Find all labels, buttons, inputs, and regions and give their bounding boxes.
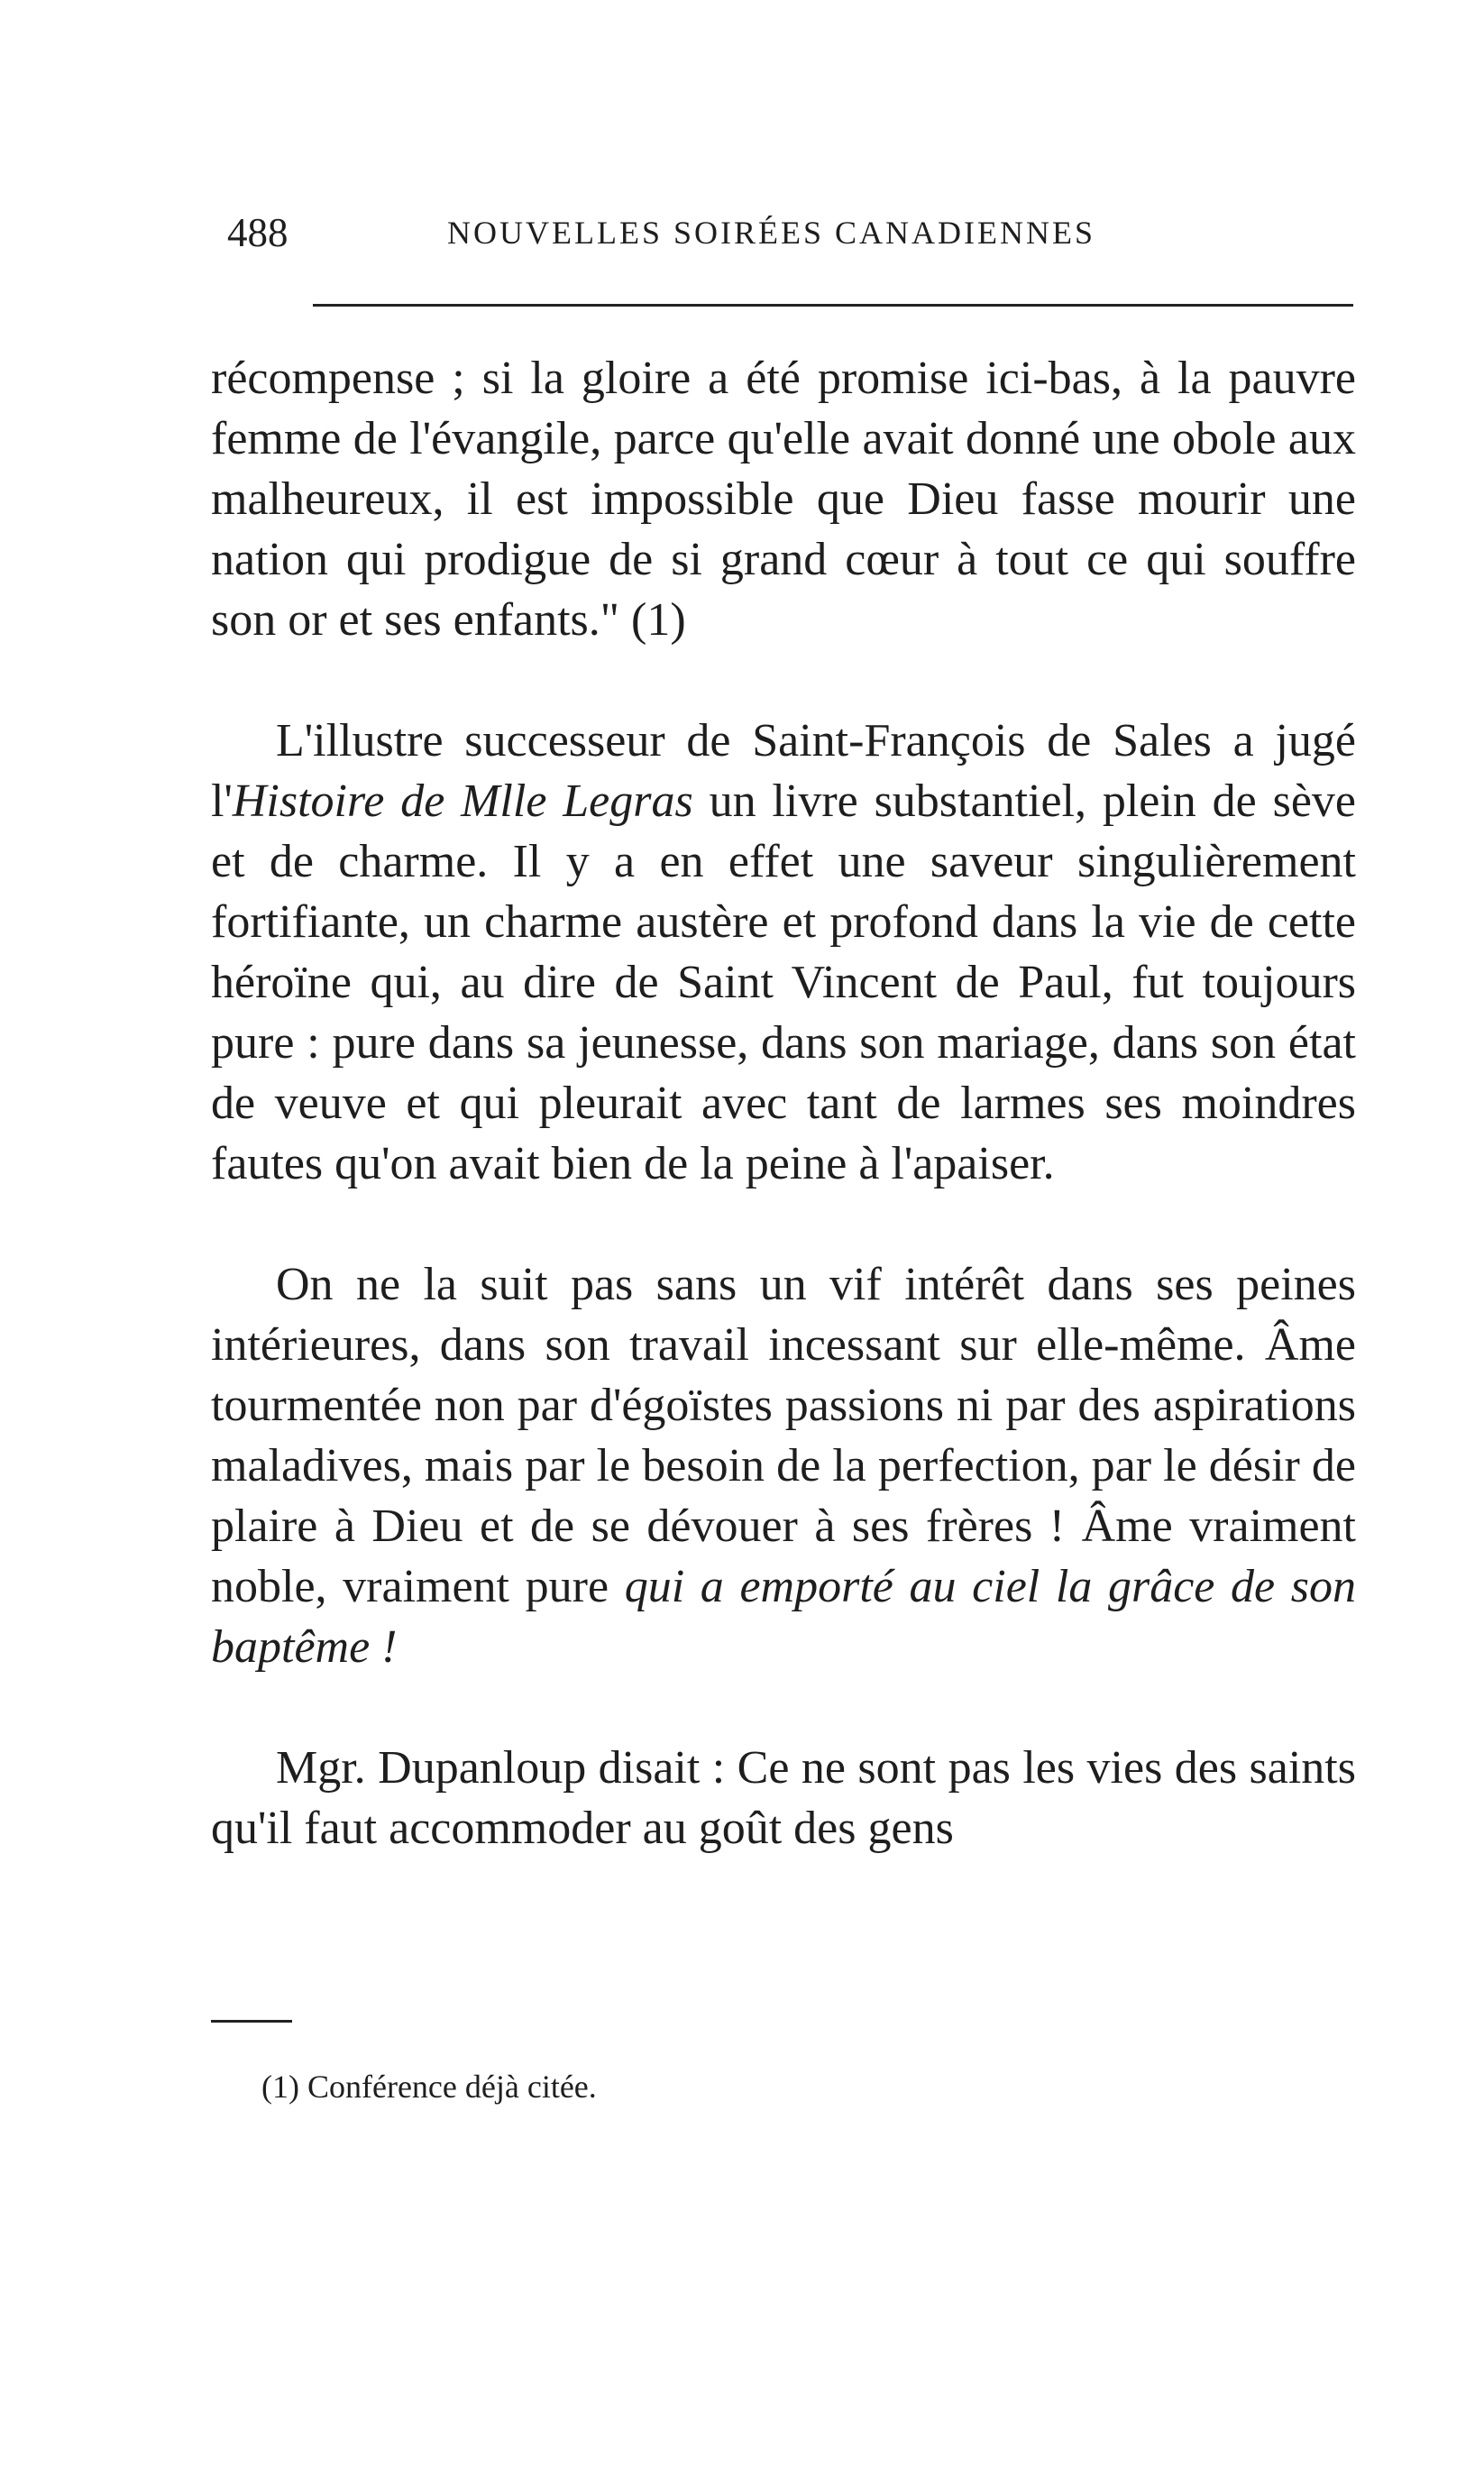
running-head xyxy=(227,206,1351,260)
book-title-italic: Histoire de Mlle Legras xyxy=(232,775,693,827)
paragraph-2: L'illustre successeur de Saint-François de Sales a jugé l'Histoire de Mlle Legras un livre substantiel, plein de sève et de charme. Il y a en effet une saveur singulièrement fortifiante, un charme austère et profond dans la vie de cette héroïne qui, au dire de Saint Vincent de Paul, fut toujours pure : pure dans sa jeunesse, dans son mariage, dans son état de veuve et qui pleurait avec tant de larmes ses moindres fautes qu'on avait bien de la peine à l'apaiser. xyxy=(211,715,1356,1189)
quote-italic: qui a emporté au ciel la grâce de son baptême ! xyxy=(211,1561,1356,1673)
header-rule xyxy=(313,304,1353,307)
page-number: 488 xyxy=(227,210,289,255)
running-title: NOUVELLES SOIRÉES CANADIENNES xyxy=(447,215,1095,251)
paragraph-4: Mgr. Dupanloup disait : Ce ne sont pas les vies des saints qu'il faut accommoder au goût des gens xyxy=(211,1742,1356,1854)
paragraph-1: récompense ; si la gloire a été promise ici-bas, à la pauvre femme de l'évangile, parce qu'elle avait donné une obole aux malheureux, il est impossible que Dieu fasse mourir une nation qui prodigue de si grand cœur à tout ce qui souffre son or et ses enfants." (1) xyxy=(211,353,1356,646)
footnote-rule xyxy=(211,2020,292,2023)
footnote: (1) Conférence déjà citée. xyxy=(261,2069,597,2105)
body-text xyxy=(211,348,1356,1858)
paragraph-3: On ne la suit pas sans un vif intérêt dans ses peines intérieures, dans son travail incessant sur elle-même. Âme tourmentée non par d'égoïstes passions ni par des aspirations maladives, mais par le besoin de la perfection, par le désir de plaire à Dieu et de se dévouer à ses frères ! Âme vraiment noble, vraiment pure qui a emporté au ciel la grâce de son baptême ! xyxy=(211,1259,1356,1673)
